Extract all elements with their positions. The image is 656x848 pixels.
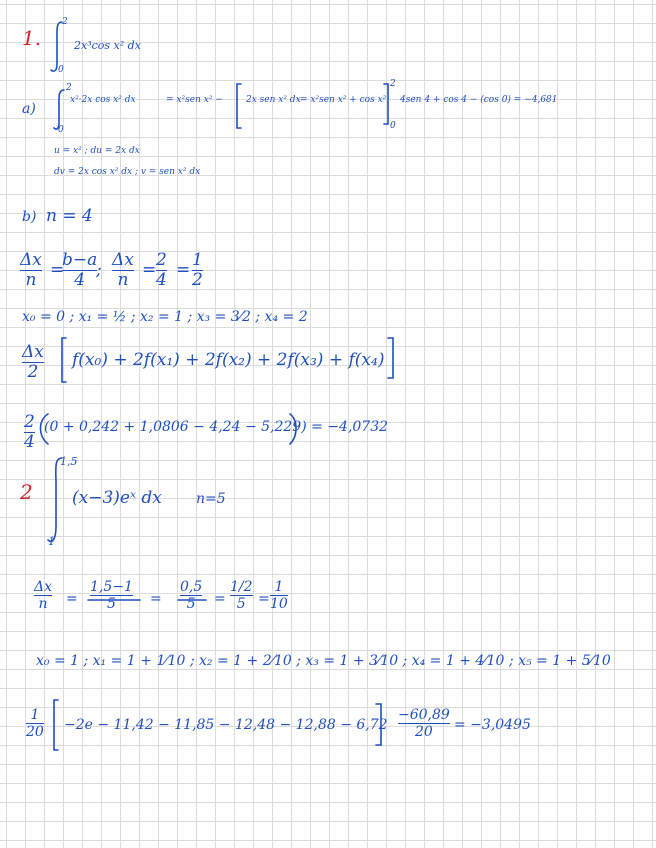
part-label: a) — [22, 101, 36, 117]
fraction: Δx n — [34, 579, 53, 612]
bracket-right — [388, 338, 393, 378]
bracket-left — [54, 700, 58, 750]
n-value: n = 4 — [46, 206, 93, 226]
result-value: 4sen 4 + cos 4 − (cos 0) = −4,681 — [400, 95, 558, 105]
integrand: (x−3)eˣ dx — [72, 488, 162, 508]
points-list: x₀ = 1 ; x₁ = 1 + 1⁄10 ; x₂ = 1 + 2⁄10 ; x₃ = 1 + 3⁄10 ; x₄ = 1 + 4⁄10 ; x₅ = 1 + 5⁄10 — [36, 653, 611, 669]
integral-lower: 0 — [58, 65, 64, 75]
integral-sign — [51, 22, 62, 71]
expression-bracket: 2x sen x² dx — [246, 95, 301, 105]
fraction: 2 4 — [156, 250, 167, 290]
integrand: 2x³cos x² dx — [74, 39, 141, 52]
n-value: n=5 — [196, 491, 226, 507]
integral-lower: 1 — [48, 535, 55, 548]
bound-upper: 2 — [390, 79, 396, 89]
fraction: −60,89 20 — [398, 707, 450, 740]
bound-lower: 0 — [390, 121, 396, 131]
fraction: b−a 4 — [62, 250, 98, 290]
calc-body: (0 + 0,242 + 1,0806 − 4,24 − 5,229) = −4,0732 — [44, 419, 389, 435]
fraction: 0,5 5 — [180, 579, 203, 612]
fraction: 1 10 — [270, 579, 288, 612]
delta-x-fraction: Δx n — [20, 250, 42, 290]
fraction: Δx n — [112, 250, 134, 290]
expression-eq: = x²sen x² − — [166, 95, 223, 105]
problem-number: 2 — [20, 480, 33, 504]
fraction: Δx 2 — [22, 342, 44, 382]
integral-sign — [54, 90, 64, 129]
substitution-u: u = x² ; du = 2x dx — [54, 146, 140, 156]
fraction: 1 2 — [192, 250, 203, 290]
fraction: 1,5−1 5 — [90, 579, 133, 612]
fraction: 1 20 — [26, 707, 44, 740]
calc-body: −2e − 11,42 − 11,85 − 12,48 − 12,88 − 6,72 — [64, 717, 388, 733]
bracket-left — [62, 338, 66, 382]
integral-lower: 0 — [58, 125, 64, 135]
fraction: 2 4 — [24, 412, 35, 452]
integral-upper: 2 — [62, 17, 68, 27]
points-list: x₀ = 0 ; x₁ = ½ ; x₂ = 1 ; x₃ = 3⁄2 ; x₄ = 2 — [22, 309, 308, 325]
fraction: 1/2 5 — [230, 579, 253, 612]
integral-upper: 2 — [66, 83, 72, 93]
problem-number: 1. — [22, 26, 42, 50]
expression-eq: = x²sen x² + cos x² — [300, 95, 387, 105]
integral-upper: 1,5 — [60, 455, 78, 468]
trapezoid-formula: f(x₀) + 2f(x₁) + 2f(x₂) + 2f(x₃) + f(x₄) — [72, 350, 385, 370]
result-value: = −3,0495 — [454, 717, 531, 733]
bracket-left — [237, 84, 241, 128]
part-label: b) — [22, 209, 37, 225]
expression-lhs: x²·2x cos x² dx — [70, 95, 136, 105]
substitution-v: dv = 2x cos x² dx ; v = sen x² dx — [54, 167, 201, 177]
integral-sign — [48, 458, 62, 541]
notebook-page: 1. 2 0 2x³cos x² dx a) 2 0 x²·2x cos x² dx = x²sen x² − 2x sen x² dx = x²sen x² + cos x² 2 0 4sen 4 + cos 4 − (cos 0) = −4,681 u = x² ; du = 2x dx dv = 2x cos x² dx ; v = sen x² dx b) n = 4 Δx n = b−a 4 ; Δx n = 2 4 = 1 2 x₀ = 0 ; x₁ = ½ ; x₂ = 1 ; x₃ = 3⁄2 ; x₄ = 2 Δx 2 f(x₀) + 2f(x₁) + 2f(x₂) + 2f(x₃) + f(x₄) 2 4 (0 + 0,242 + 1,0806 − 4,24 − 5,229) = −4,0732 2 1,5 1 (x−3)eˣ dx n=5 Δx n = 1,5−1 5 = 0,5 5 = 1/2 5 = 1 10 x₀ = 1 ; x₁ = 1 + 1⁄10 ; x₂ = 1 + 2⁄10 ; x₃ = 1 + 3⁄10 ; x₄ = 1 + 4⁄10 ; x₅ = 1 + 5⁄10 1 20 −2e − 11,42 − 11,85 − 12,48 − 12,88 − 6,72 −60,89 20 = −3,0495 — [0, 0, 656, 848]
